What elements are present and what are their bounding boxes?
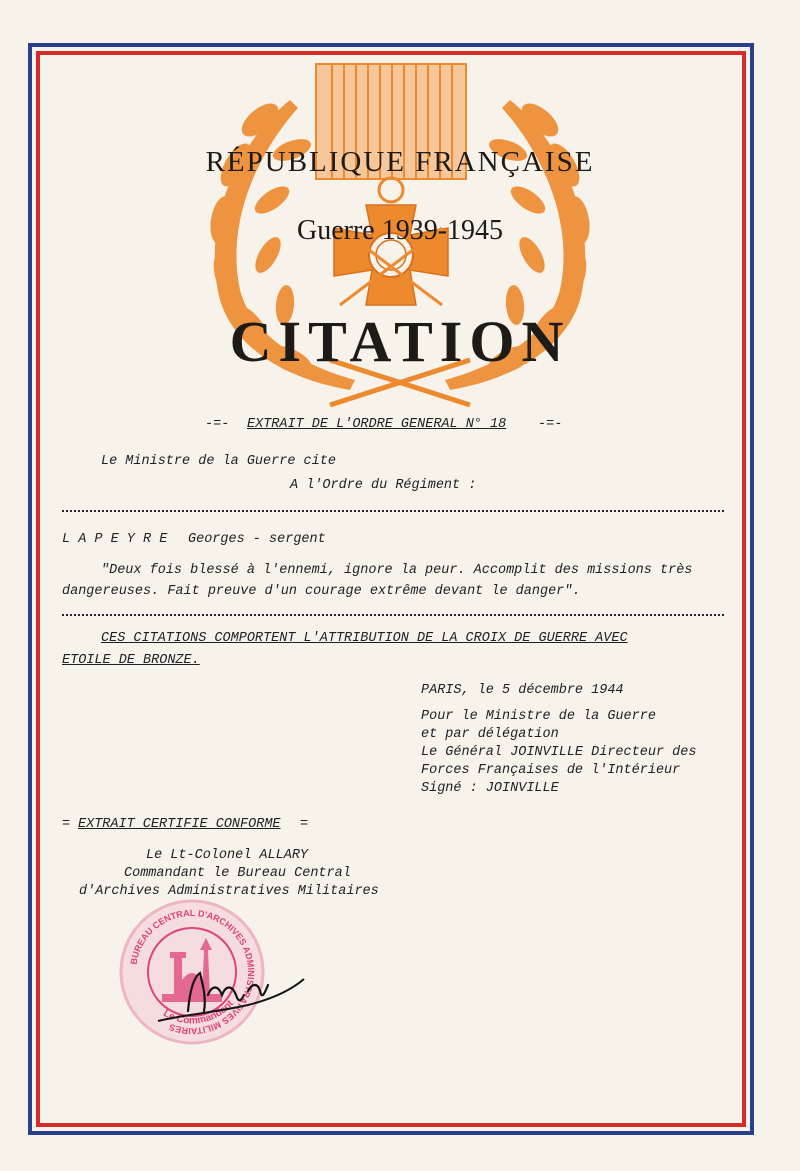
signature-line: et par délégation bbox=[421, 727, 559, 742]
certifier-line: Commandant le Bureau Central bbox=[124, 866, 351, 881]
extract-dash-left: -=- bbox=[205, 417, 230, 432]
certifier-line: d'Archives Administratives Militaires bbox=[79, 884, 379, 899]
award-line: CES CITATIONS COMPORTENT L'ATTRIBUTION DE LA CROIX DE GUERRE AVEC bbox=[101, 631, 628, 646]
stamp-ring-text: BUREAU CENTRAL D'ARCHIVES ADMINISTRATIVES MILITAIRES bbox=[128, 907, 257, 1037]
dotted-separator bbox=[62, 614, 724, 616]
citation-text-line: dangereuses. Fait preuve d'un courage extrême devant le danger". bbox=[62, 584, 581, 599]
recipient-surname: L A P E Y R E bbox=[62, 532, 168, 547]
signature-line: Pour le Ministre de la Guerre bbox=[421, 709, 656, 724]
certification-dash-left: = bbox=[62, 817, 71, 832]
recipient-name-rank: Georges - sergent bbox=[188, 532, 326, 547]
extract-order-title: EXTRAIT DE L'ORDRE GENERAL N° 18 bbox=[247, 417, 507, 432]
certifier-line: Le Lt-Colonel ALLARY bbox=[146, 848, 309, 863]
order-level: A l'Ordre du Régiment : bbox=[290, 478, 477, 493]
citation-title: CITATION bbox=[229, 309, 571, 374]
stamp-bottom-text: Le Commandant bbox=[161, 998, 236, 1027]
war-period-heading: Guerre 1939-1945 bbox=[296, 215, 504, 246]
minister-line: Le Ministre de la Guerre cite bbox=[101, 454, 336, 469]
place-date: PARIS, le 5 décembre 1944 bbox=[421, 683, 624, 698]
award-line: ETOILE DE BRONZE. bbox=[62, 653, 200, 668]
handwritten-signature-icon bbox=[152, 955, 312, 1035]
certification-dash-right: = bbox=[300, 817, 309, 832]
signature-line: Forces Françaises de l'Intérieur bbox=[421, 763, 681, 778]
dotted-separator bbox=[62, 510, 724, 512]
republic-heading: RÉPUBLIQUE FRANÇAISE bbox=[205, 146, 595, 178]
extract-dash-right: -=- bbox=[538, 417, 563, 432]
certification-label: EXTRAIT CERTIFIE CONFORME bbox=[78, 817, 281, 832]
signature-line: Signé : JOINVILLE bbox=[421, 781, 559, 796]
signature-line: Le Général JOINVILLE Directeur des bbox=[421, 745, 697, 760]
citation-text-line: "Deux fois blessé à l'ennemi, ignore la peur. Accomplit des missions très bbox=[101, 563, 693, 578]
